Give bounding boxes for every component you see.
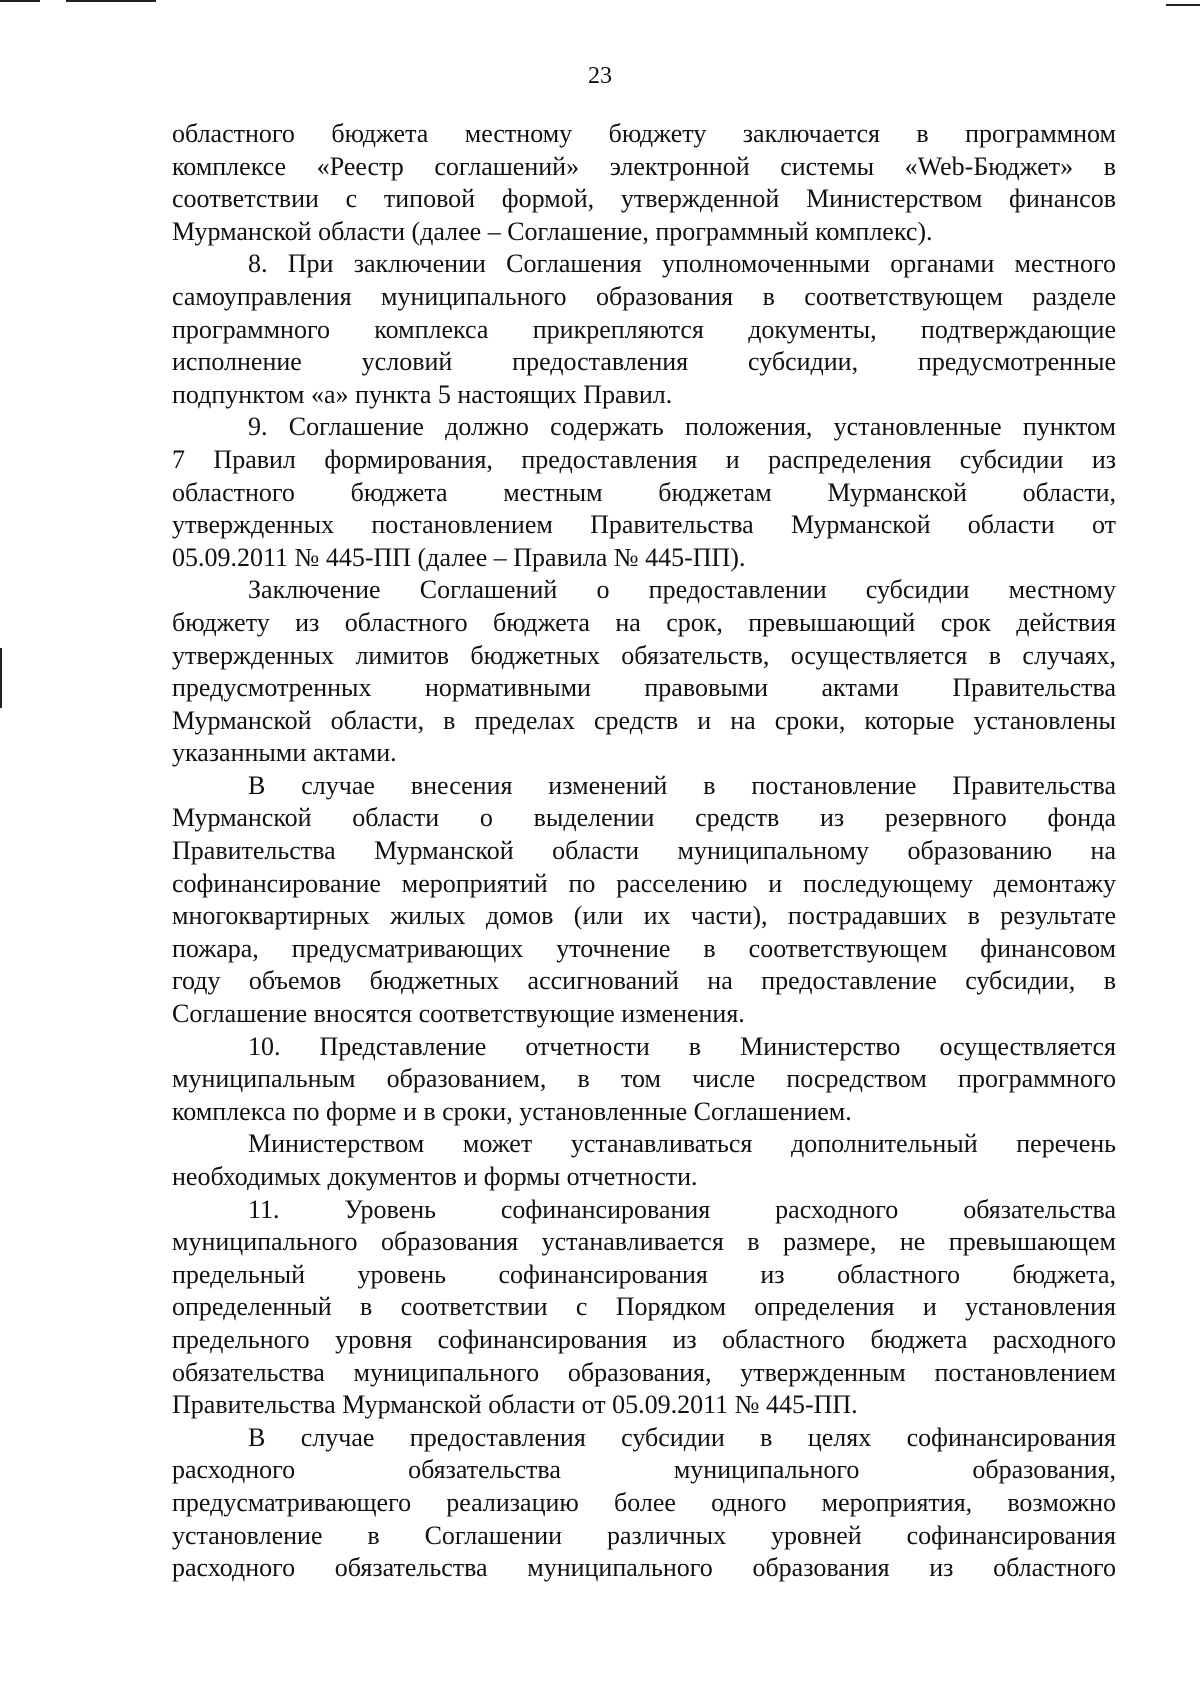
text-line: предусматривающего реализацию более одного мероприятия, возможно [172,1487,1116,1517]
text-line: определенный в соответствии с Порядком определения и установления [172,1292,1116,1322]
text-line: подпунктом «а» пункта 5 настоящих Правил. [172,379,673,409]
text-line: предельный уровень софинансирования из областного бюджета, [172,1259,1116,1289]
text-line: предусмотренных нормативными правовыми актами Правительства [172,673,1116,703]
text-line: утвержденных лимитов бюджетных обязательств, осуществляется в случаях, [172,640,1116,670]
text-line: соответствии с типовой формой, утвержденной Министерством финансов [172,184,1116,214]
text-line: обязательства муниципального образования, утвержденным постановлением [172,1357,1116,1387]
paragraph [172,411,1116,574]
scan-edge-mark-top-left-2 [66,0,156,2]
paragraph [172,1194,1116,1422]
paragraph [172,574,1116,770]
text-line: В случае внесения изменений в постановление Правительства [248,770,1116,800]
text-line: расходного обязательства муниципального образования, [172,1455,1116,1485]
paragraph [172,118,1116,248]
text-line: предельного уровня софинансирования из областного бюджета расходного [172,1324,1116,1354]
text-line: муниципального образования устанавливается в размере, не превышающем [172,1227,1116,1257]
text-line: бюджету из областного бюджета на срок, превышающий срок действия [172,607,1116,637]
scan-edge-mark-left [0,648,2,708]
paragraph [172,770,1116,1031]
text-line: областного бюджета местному бюджету заключается в программном [172,119,1116,148]
text-line: областного бюджета местным бюджетам Мурманской области, [172,477,1116,507]
text-line: Мурманской области о выделении средств из резервного фонда [172,803,1116,833]
text-line: В случае предоставления субсидии в целях софинансирования [248,1422,1116,1452]
paragraph [172,248,1116,411]
text-line: 10. Представление отчетности в Министерство осуществляется [248,1031,1116,1061]
text-line: Соглашение вносятся соответствующие изменения. [172,999,745,1029]
text-line: Мурманской области, в пределах средств и на сроки, которые установлены [172,705,1116,735]
scan-edge-mark-top-left [0,0,40,2]
text-line: 7 Правил формирования, предоставления и распределения субсидии из [172,444,1116,474]
text-line: исполнение условий предоставления субсидии, предусмотренные [172,347,1116,377]
text-line: установление в Соглашении различных уровней софинансирования [172,1520,1116,1550]
text-line: Мурманской области (далее – Соглашение, программный комплекс). [172,216,933,246]
text-line: необходимых документов и формы отчетности. [172,1162,698,1191]
text-line: софинансирование мероприятий по расселению и последующему демонтажу [172,868,1116,898]
text-line: Правительства Мурманской области муниципальному образованию на [172,836,1116,866]
text-line: утвержденных постановлением Правительства Мурманской области от [172,510,1116,540]
text-line: году объемов бюджетных ассигнований на предоставление субсидии, в [172,966,1116,996]
text-line: Правительства Мурманской области от 05.09.2011 № 445-ПП. [172,1390,858,1420]
text-line: Министерством может устанавливаться дополнительный перечень [248,1129,1116,1159]
text-line: программного комплекса прикрепляются документы, подтверждающие [172,314,1116,344]
text-line: 8. При заключении Соглашения уполномоченными органами местного [248,249,1116,279]
text-line: 9. Соглашение должно содержать положения, установленные пунктом [248,412,1116,442]
text-line: расходного обязательства муниципального образования из областного [172,1553,1116,1583]
text-line: муниципальным образованием, в том числе посредством программного [172,1064,1116,1094]
paragraph [172,1031,1116,1129]
text-line: комплекса по форме и в сроки, установленные Соглашением. [172,1096,852,1126]
text-line: 11. Уровень софинансирования расходного обязательства [248,1194,1116,1224]
page-number: 23 [588,63,612,89]
text-line: пожара, предусматривающих уточнение в соответствующем финансовом [172,933,1116,963]
text-line: многоквартирных жилых домов (или их части), пострадавших в результате [172,901,1116,931]
paragraph [172,1128,1116,1193]
document-body [172,118,1116,1585]
text-line: указанными актами. [172,738,397,768]
text-line: комплексе «Реестр соглашений» электронной системы «Web-Бюджет» в [172,151,1116,181]
text-line: 05.09.2011 № 445-ПП (далее – Правила № 445-ПП). [172,542,746,572]
scan-edge-mark-top-right [1166,4,1200,6]
text-line: Заключение Соглашений о предоставлении субсидии местному [248,575,1116,605]
paragraph [172,1422,1116,1585]
text-line: самоуправления муниципального образования в соответствующем разделе [172,281,1116,311]
